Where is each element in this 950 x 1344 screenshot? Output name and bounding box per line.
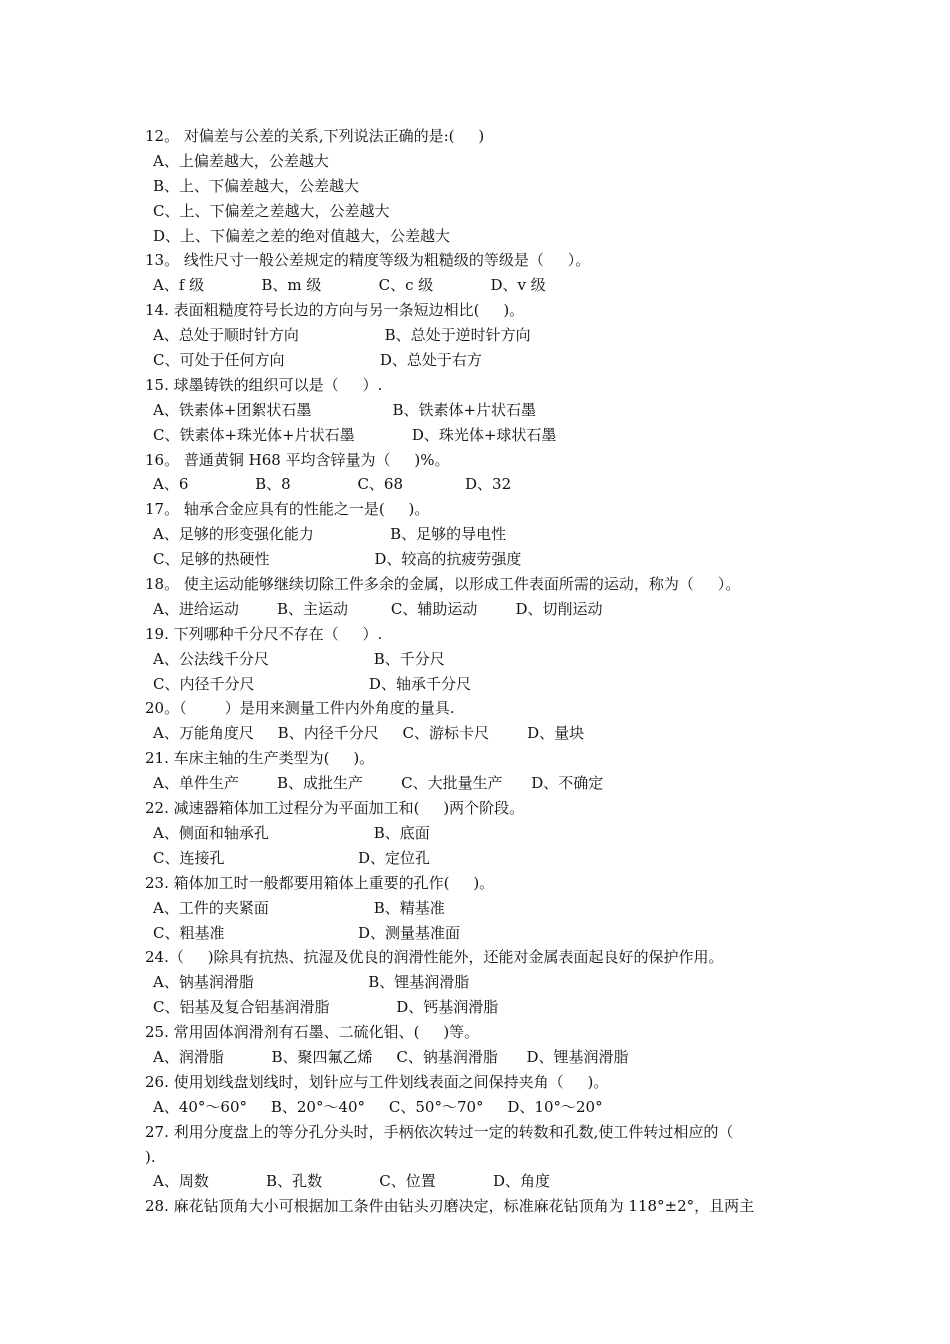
option-line: A、6 B、8 C、68 D、32 bbox=[153, 475, 512, 494]
question-line: 24.（ )除具有抗热、抗湿及优良的润滑性能外，还能对金属表面起良好的保护作用。 bbox=[145, 948, 724, 967]
option-line: C、连接孔 D、定位孔 bbox=[153, 848, 431, 867]
question-line: 16。 普通黄铜 H68 平均含锌量为（ )%。 bbox=[145, 450, 450, 469]
option-line: A、总处于顺时针方向 B、总处于逆时针方向 bbox=[153, 326, 531, 345]
option-line: C、铝基及复合铝基润滑脂 D、钙基润滑脂 bbox=[153, 998, 499, 1017]
question-line: 23. 箱体加工时一般都要用箱体上重要的孔作( )。 bbox=[145, 873, 495, 892]
question-line: 17。 轴承合金应具有的性能之一是( )。 bbox=[145, 500, 430, 519]
question-line: 15. 球墨铸铁的组织可以是（ ）. bbox=[145, 375, 383, 394]
option-line: A、工件的夹紧面 B、精基准 bbox=[153, 898, 445, 917]
option-line: C、上、下偏差之差越大，公差越大 bbox=[153, 201, 390, 220]
question-line: 25. 常用固体润滑剂有石墨、二硫化钼、( )等。 bbox=[145, 1023, 480, 1042]
question-line: 19. 下列哪种千分尺不存在（ ）. bbox=[145, 624, 383, 643]
option-line: C、内径千分尺 D、轴承千分尺 bbox=[153, 674, 471, 693]
question-line: 27. 利用分度盘上的等分孔分头时，手柄依次转过一定的转数和孔数,使工件转过相应的（ bbox=[145, 1122, 734, 1141]
option-line: A、铁素体+团絮状石墨 B、铁素体+片状石墨 bbox=[153, 400, 537, 419]
option-line: C、铁素体+珠光体+片状石墨 D、珠光体+球状石墨 bbox=[153, 425, 557, 444]
question-list bbox=[145, 124, 815, 1219]
question-line: ). bbox=[145, 1147, 156, 1166]
option-line: A、公法线千分尺 B、千分尺 bbox=[153, 649, 445, 668]
question-line: 20。（ ）是用来测量工件内外角度的量具. bbox=[145, 699, 455, 718]
option-line: C、足够的热硬性 D、较高的抗疲劳强度 bbox=[153, 550, 522, 569]
question-line: 13。 线性尺寸一般公差规定的精度等级为粗糙级的等级是（ ）。 bbox=[145, 251, 591, 270]
option-line: A、万能角度尺 B、内径千分尺 C、游标卡尺 D、量块 bbox=[153, 724, 585, 743]
option-line: C、粗基准 D、测量基准面 bbox=[153, 923, 461, 942]
option-line: A、f 级 B、m 级 C、c 级 D、v 级 bbox=[153, 276, 546, 295]
option-line: A、40°～60° B、20°～40° C、50°～70° D、10°～20° bbox=[153, 1097, 603, 1116]
question-line: 26. 使用划线盘划线时，划针应与工件划线表面之间保持夹角（ )。 bbox=[145, 1072, 609, 1091]
option-line: A、上偏差越大，公差越大 bbox=[153, 151, 329, 170]
option-line: A、周数 B、孔数 C、位置 D、角度 bbox=[153, 1172, 551, 1191]
question-line: 22. 减速器箱体加工过程分为平面加工和( )两个阶段。 bbox=[145, 799, 525, 818]
question-line: 18。 使主运动能够继续切除工件多余的金属，以形成工件表面所需的运动，称为（ ）。 bbox=[145, 575, 741, 594]
option-line: B、上、下偏差越大，公差越大 bbox=[153, 176, 360, 195]
question-line: 12。 对偏差与公差的关系,下列说法正确的是:( ) bbox=[145, 127, 485, 145]
question-line: 21. 车床主轴的生产类型为( )。 bbox=[145, 749, 375, 768]
option-line: A、进给运动 B、主运动 C、辅助运动 D、切削运动 bbox=[153, 599, 603, 618]
option-line: D、上、下偏差之差的绝对值越大，公差越大 bbox=[153, 226, 451, 245]
question-line: 28. 麻花钻顶角大小可根据加工条件由钻头刃磨决定，标准麻花钻顶角为 118°±2°，且两主 bbox=[145, 1197, 755, 1216]
option-line: C、可处于任何方向 D、总处于右方 bbox=[153, 351, 482, 370]
option-line: A、钠基润滑脂 B、锂基润滑脂 bbox=[153, 973, 470, 992]
question-line: 14. 表面粗糙度符号长边的方向与另一条短边相比( )。 bbox=[145, 301, 525, 320]
option-line: A、侧面和轴承孔 B、底面 bbox=[153, 823, 430, 842]
option-line: A、润滑脂 B、聚四氟乙烯 C、钠基润滑脂 D、锂基润滑脂 bbox=[153, 1047, 629, 1066]
option-line: A、足够的形变强化能力 B、足够的导电性 bbox=[153, 525, 507, 544]
option-line: A、单件生产 B、成批生产 C、大批量生产 D、不确定 bbox=[153, 774, 604, 793]
